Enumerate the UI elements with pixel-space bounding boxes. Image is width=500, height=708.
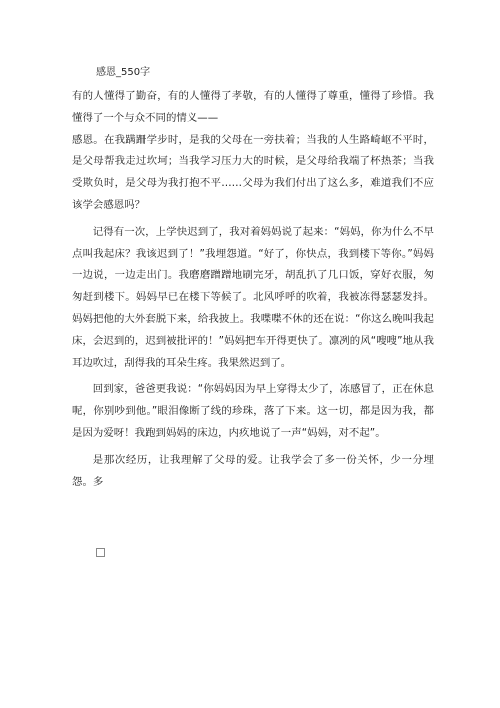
paragraph-1: 有的人懂得了勤奋，有的人懂得了孝敬，有的人懂得了尊重，懂得了珍惜。我懂得了一个与众不同的情义—— bbox=[72, 90, 434, 124]
document-title: 感恩_550字 bbox=[96, 67, 151, 78]
paragraph-5: 是那次经历，让我理解了父母的爱。让我学会了多一份关怀，少一分埋怨。多 bbox=[72, 453, 434, 488]
paragraph-2: 感恩。在我蹒跚学步时，是我的父母在一旁扶着；当我的人生路崎岖不平时，是父母帮我走过坎坷；当我学习压力大的时候，是父母给我端了杯热茶；当我受欺负时，是父母为我打抱不平……父母为我们付出了这么多，难道我们不应该学会感恩吗？ bbox=[72, 133, 434, 211]
paragraph-4: 回到家，爸爸更我说：“你妈妈因为早上穿得太少了，冻感冒了，正在休息呢，你别吵到他。”眼泪像断了线的珍珠，落了下来。这一切，都是因为我，都是因为爱呀！我跑到妈妈的床边，内疚地说了一声“妈妈，对不起”。 bbox=[72, 383, 434, 439]
document-body bbox=[72, 86, 434, 493]
checkbox-icon bbox=[96, 548, 105, 557]
paragraph-3: 记得有一次，上学快迟到了，我对着妈妈说了起来：“妈妈，你为什么不早点叫我起床？我该迟到了！”我埋怨道。“好了，你快点，我到楼下等你。”妈妈一边说，一边走出门。我磨磨蹭蹭地刷完牙，胡乱扒了几口饭，穿好衣服，匆匆赶到楼下。妈妈早已在楼下等候了。北风呼呼的吹着，我被冻得瑟瑟发抖。妈妈把他的大外套脱下来，给我披上。我喋喋不休的还在说：“你这么晚叫我起床，会迟到的，迟到被批评的！”妈妈把车开得更快了。凛冽的风“嗖嗖”地从我耳边吹过，刮得我的耳朵生疼。我果然迟到了。 bbox=[72, 225, 434, 369]
